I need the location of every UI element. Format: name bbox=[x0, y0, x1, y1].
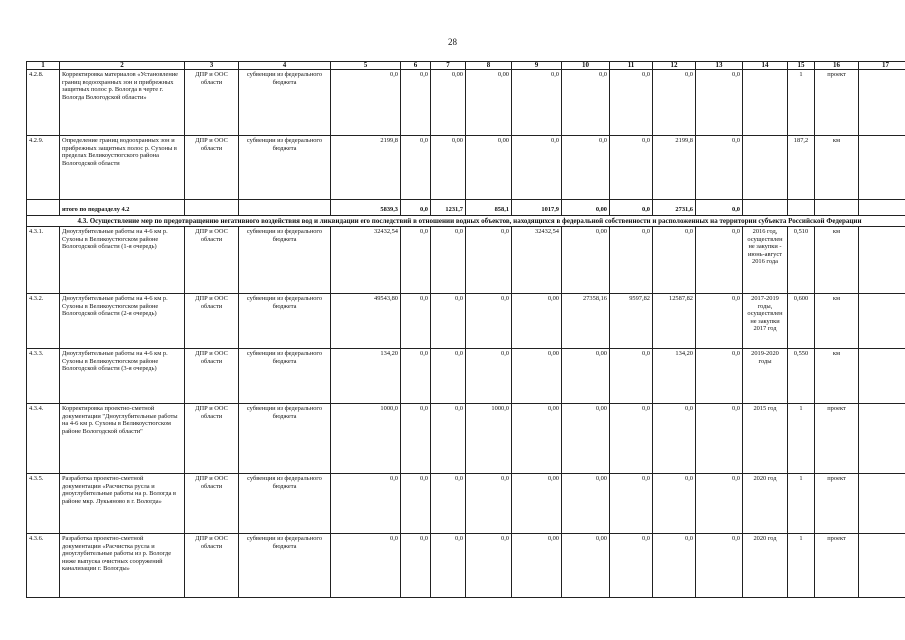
row-amount: 0,0 bbox=[696, 349, 743, 404]
row-unit: проект bbox=[815, 534, 859, 598]
row-funding-source: субвенции из федерального бюджета bbox=[239, 534, 331, 598]
row-unit: км bbox=[815, 136, 859, 200]
row-note bbox=[859, 136, 905, 200]
row-amount: 0,0 bbox=[696, 294, 743, 349]
column-header: 3 bbox=[185, 62, 239, 70]
section-heading-row bbox=[27, 216, 905, 227]
table-row bbox=[27, 404, 905, 474]
subtotal-label: итого по подразделу 4.2 bbox=[60, 200, 185, 216]
row-amount: 32432,54 bbox=[331, 227, 401, 294]
row-funding-source: субвенция из федерального бюджета bbox=[239, 474, 331, 534]
row-period: 2019-2020 годы bbox=[743, 349, 788, 404]
row-amount: 0,0 bbox=[562, 70, 610, 136]
row-funding-source: субвенции из федерального бюджета bbox=[239, 404, 331, 474]
row-amount: 0,00 bbox=[512, 534, 562, 598]
row-amount: 0,00 bbox=[562, 534, 610, 598]
subtotal-amount: 858,1 bbox=[466, 200, 512, 216]
row-amount: 0,00 bbox=[562, 404, 610, 474]
row-executor: ДПР и ООС области bbox=[185, 70, 239, 136]
row-note bbox=[859, 474, 905, 534]
subtotal-amount: 1017,9 bbox=[512, 200, 562, 216]
row-quantity: 1 bbox=[788, 404, 815, 474]
row-amount: 0,0 bbox=[653, 534, 696, 598]
row-code: 4.3.2. bbox=[27, 294, 60, 349]
row-amount: 0,0 bbox=[466, 227, 512, 294]
row-amount: 0,0 bbox=[331, 474, 401, 534]
row-amount: 0,0 bbox=[431, 294, 466, 349]
row-amount: 32432,54 bbox=[512, 227, 562, 294]
row-note bbox=[859, 227, 905, 294]
row-amount: 0,0 bbox=[696, 136, 743, 200]
row-executor: ДПР и ООС области bbox=[185, 136, 239, 200]
row-amount: 1000,0 bbox=[466, 404, 512, 474]
row-amount: 0,00 bbox=[466, 136, 512, 200]
row-executor: ДПР и ООС области bbox=[185, 349, 239, 404]
column-header: 9 bbox=[512, 62, 562, 70]
row-amount: 0,0 bbox=[431, 534, 466, 598]
row-period: 2020 год bbox=[743, 534, 788, 598]
row-quantity: 1 bbox=[788, 474, 815, 534]
row-amount: 0,00 bbox=[431, 70, 466, 136]
row-code: 4.2.9. bbox=[27, 136, 60, 200]
row-executor: ДПР и ООС области bbox=[185, 227, 239, 294]
column-header: 5 bbox=[331, 62, 401, 70]
subtotal-blank bbox=[859, 200, 905, 216]
row-period: 2015 год bbox=[743, 404, 788, 474]
row-name: Дноуглубительные работы на 4-6 км р. Сухоны в Великоустюгском районе Вологодской области (1-я очередь) bbox=[60, 227, 185, 294]
subtotal-blank bbox=[239, 200, 331, 216]
row-amount: 0,0 bbox=[331, 534, 401, 598]
row-amount: 0,0 bbox=[610, 534, 653, 598]
table-row bbox=[27, 136, 905, 200]
row-amount: 0,0 bbox=[466, 349, 512, 404]
table-row bbox=[27, 474, 905, 534]
row-amount: 0,00 bbox=[562, 349, 610, 404]
row-funding-source: субвенции из федерального бюджета bbox=[239, 70, 331, 136]
row-amount: 0,0 bbox=[696, 227, 743, 294]
row-note bbox=[859, 349, 905, 404]
subtotal-blank bbox=[27, 200, 60, 216]
subtotal-blank bbox=[743, 200, 788, 216]
column-number-row bbox=[27, 62, 905, 70]
column-header: 7 bbox=[431, 62, 466, 70]
row-quantity: 1 bbox=[788, 70, 815, 136]
row-amount: 49543,80 bbox=[331, 294, 401, 349]
row-executor: ДПР и ООС области bbox=[185, 294, 239, 349]
row-amount: 0,0 bbox=[512, 136, 562, 200]
row-amount: 0,0 bbox=[401, 474, 431, 534]
row-code: 4.2.8. bbox=[27, 70, 60, 136]
row-amount: 0,00 bbox=[562, 227, 610, 294]
table-row bbox=[27, 534, 905, 598]
row-quantity: 0,550 bbox=[788, 349, 815, 404]
row-amount: 2199,8 bbox=[653, 136, 696, 200]
row-period bbox=[743, 136, 788, 200]
row-amount: 9597,82 bbox=[610, 294, 653, 349]
column-header: 14 bbox=[743, 62, 788, 70]
row-funding-source: субвенции из федерального бюджета bbox=[239, 227, 331, 294]
row-amount: 12587,82 bbox=[653, 294, 696, 349]
row-amount: 0,0 bbox=[401, 404, 431, 474]
row-amount: 0,0 bbox=[610, 474, 653, 534]
row-amount: 0,00 bbox=[562, 474, 610, 534]
row-amount: 0,0 bbox=[466, 294, 512, 349]
row-amount: 0,0 bbox=[610, 136, 653, 200]
row-amount: 0,0 bbox=[696, 70, 743, 136]
row-amount: 0,00 bbox=[512, 474, 562, 534]
row-amount: 0,0 bbox=[696, 474, 743, 534]
row-period: 2016 год, осуществлен не закупки - июнь-август 2016 года bbox=[743, 227, 788, 294]
row-amount: 0,0 bbox=[431, 474, 466, 534]
row-amount: 0,0 bbox=[610, 349, 653, 404]
row-name: Разработка проектно-сметной документации «Расчистка русла и дноуглубительные работы из р. Вологде ниже выпуска очистных сооружений канализации г. Вологды» bbox=[60, 534, 185, 598]
row-amount: 0,0 bbox=[431, 349, 466, 404]
page-number: 28 bbox=[448, 37, 457, 47]
column-header: 2 bbox=[60, 62, 185, 70]
row-amount: 0,0 bbox=[696, 534, 743, 598]
row-amount: 0,0 bbox=[512, 70, 562, 136]
row-amount: 0,0 bbox=[466, 474, 512, 534]
row-amount: 0,0 bbox=[696, 404, 743, 474]
row-quantity: 0,510 bbox=[788, 227, 815, 294]
row-unit: проект bbox=[815, 70, 859, 136]
row-amount: 0,0 bbox=[401, 534, 431, 598]
row-amount: 0,0 bbox=[610, 70, 653, 136]
column-header: 11 bbox=[610, 62, 653, 70]
row-name: Дноуглубительные работы на 4-6 км р. Сухоны в Великоустюгском районе Вологодской области (3-я очередь) bbox=[60, 349, 185, 404]
row-unit: км bbox=[815, 294, 859, 349]
row-amount: 0,0 bbox=[431, 404, 466, 474]
row-amount: 134,20 bbox=[653, 349, 696, 404]
row-amount: 0,00 bbox=[466, 70, 512, 136]
row-code: 4.3.5. bbox=[27, 474, 60, 534]
row-amount: 0,0 bbox=[610, 227, 653, 294]
subtotal-amount: 0,0 bbox=[610, 200, 653, 216]
row-executor: ДПР и ООС области bbox=[185, 474, 239, 534]
row-amount: 0,00 bbox=[512, 404, 562, 474]
section-title: 4.3. Осуществление мер по предотвращению негативного воздействия вод и ликвидации его последствий в отношении водных объектов, находящихся в федеральной собственности и расположенных на территории субъекта Российской Федерации bbox=[27, 216, 905, 227]
subtotal-amount: 0,00 bbox=[562, 200, 610, 216]
table-header bbox=[27, 62, 905, 70]
row-executor: ДПР и ООС области bbox=[185, 534, 239, 598]
row-funding-source: субвенции из федерального бюджета bbox=[239, 136, 331, 200]
column-header: 17 bbox=[859, 62, 905, 70]
row-note bbox=[859, 294, 905, 349]
row-amount: 0,0 bbox=[401, 227, 431, 294]
row-unit: км bbox=[815, 349, 859, 404]
column-header: 16 bbox=[815, 62, 859, 70]
table-row bbox=[27, 227, 905, 294]
subtotal-amount: 2731,6 bbox=[653, 200, 696, 216]
row-amount: 0,0 bbox=[653, 474, 696, 534]
row-funding-source: субвенции из федерального бюджета bbox=[239, 349, 331, 404]
row-amount: 0,00 bbox=[512, 294, 562, 349]
column-header: 13 bbox=[696, 62, 743, 70]
row-name: Корректировка проектно-сметной документации "Дноуглубительные работы на 4-6 км р. Сухоны в Великоустюгском районе Вологодской области" bbox=[60, 404, 185, 474]
column-header: 12 bbox=[653, 62, 696, 70]
row-amount: 0,0 bbox=[331, 70, 401, 136]
row-amount: 0,0 bbox=[401, 349, 431, 404]
budget-table bbox=[26, 61, 905, 598]
row-amount: 0,0 bbox=[401, 70, 431, 136]
row-code: 4.3.3. bbox=[27, 349, 60, 404]
row-code: 4.3.6. bbox=[27, 534, 60, 598]
row-amount: 0,00 bbox=[431, 136, 466, 200]
row-note bbox=[859, 534, 905, 598]
row-code: 4.3.1. bbox=[27, 227, 60, 294]
row-name: Определение границ водоохранных зон и прибрежных защитных полос р. Сухоны в пределах Великоустюгского района Вологодской области bbox=[60, 136, 185, 200]
row-funding-source: субвенции из федерального бюджета bbox=[239, 294, 331, 349]
row-amount: 0,0 bbox=[653, 404, 696, 474]
row-note bbox=[859, 404, 905, 474]
row-amount: 2199,8 bbox=[331, 136, 401, 200]
row-amount: 0,0 bbox=[431, 227, 466, 294]
row-note bbox=[859, 70, 905, 136]
subtotal-amount: 0,0 bbox=[696, 200, 743, 216]
subtotal-blank bbox=[815, 200, 859, 216]
table-row bbox=[27, 294, 905, 349]
row-quantity: 0,600 bbox=[788, 294, 815, 349]
row-quantity: 1 bbox=[788, 534, 815, 598]
row-period: 2020 год bbox=[743, 474, 788, 534]
row-amount: 0,0 bbox=[401, 136, 431, 200]
row-amount: 0,0 bbox=[562, 136, 610, 200]
row-unit: км bbox=[815, 227, 859, 294]
row-amount: 27358,16 bbox=[562, 294, 610, 349]
subtotal-amount: 1231,7 bbox=[431, 200, 466, 216]
row-name: Дноуглубительные работы на 4-6 км р. Сухоны в Великоустюгском районе Вологодской области (2-я очередь) bbox=[60, 294, 185, 349]
row-amount: 134,20 bbox=[331, 349, 401, 404]
row-amount: 0,0 bbox=[466, 534, 512, 598]
row-period bbox=[743, 70, 788, 136]
subtotal-blank bbox=[788, 200, 815, 216]
subtotal-row bbox=[27, 200, 905, 216]
row-quantity: 187,2 bbox=[788, 136, 815, 200]
column-header: 8 bbox=[466, 62, 512, 70]
row-amount: 0,0 bbox=[401, 294, 431, 349]
subtotal-amount: 0,0 bbox=[401, 200, 431, 216]
row-amount: 0,0 bbox=[610, 404, 653, 474]
column-header: 4 bbox=[239, 62, 331, 70]
row-code: 4.3.4. bbox=[27, 404, 60, 474]
row-amount: 0,00 bbox=[512, 349, 562, 404]
subtotal-blank bbox=[185, 200, 239, 216]
table-row bbox=[27, 349, 905, 404]
table-body bbox=[27, 70, 905, 598]
row-executor: ДПР и ООС области bbox=[185, 404, 239, 474]
table-row bbox=[27, 70, 905, 136]
row-unit: проект bbox=[815, 404, 859, 474]
row-name: Корректировка материалов «Установление границ водоохранных зон и прибрежных защитных полос р. Вологда в черте г. Вологда Вологодской области» bbox=[60, 70, 185, 136]
row-period: 2017-2019 годы, осуществлен не закупки 2017 год bbox=[743, 294, 788, 349]
row-amount: 0,0 bbox=[653, 70, 696, 136]
column-header: 6 bbox=[401, 62, 431, 70]
row-amount: 0,0 bbox=[653, 227, 696, 294]
column-header: 10 bbox=[562, 62, 610, 70]
row-name: Разработка проектно-сметной документации «Расчистка русла и дноуглубительные работы на р. Вологда в районе мкр. Лукьяново в г. Вологда» bbox=[60, 474, 185, 534]
subtotal-amount: 5839,3 bbox=[331, 200, 401, 216]
row-unit: проект bbox=[815, 474, 859, 534]
column-header: 15 bbox=[788, 62, 815, 70]
row-amount: 1000,0 bbox=[331, 404, 401, 474]
column-header: 1 bbox=[27, 62, 60, 70]
